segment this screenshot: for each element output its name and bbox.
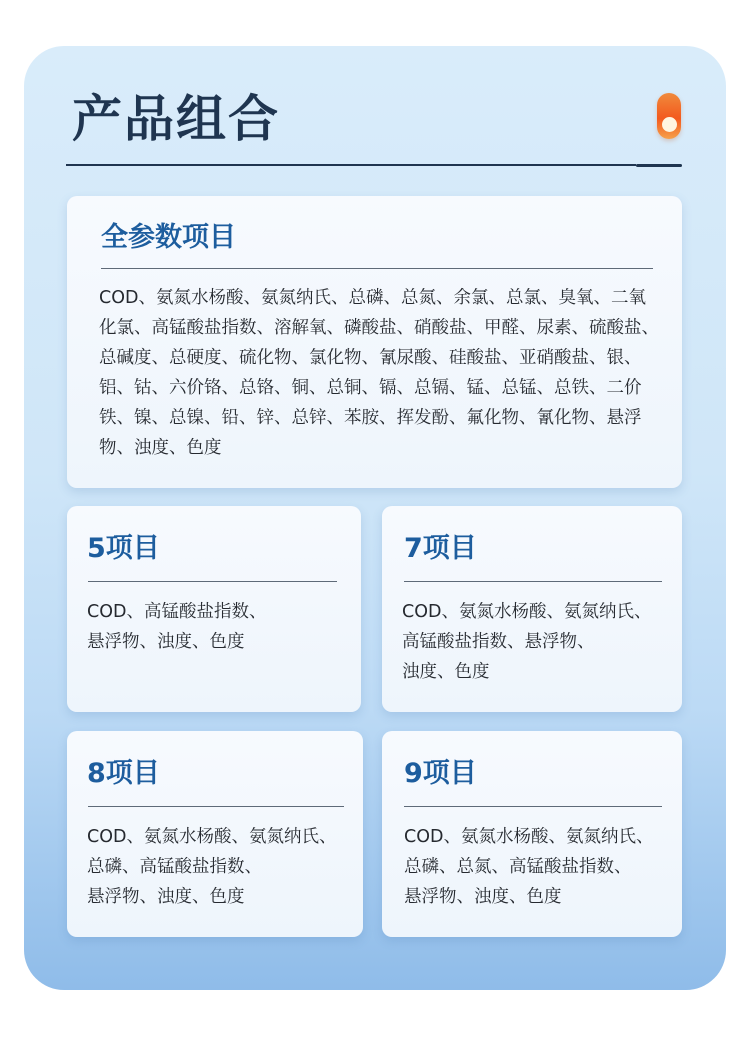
page-title: 产品组合 — [72, 90, 280, 148]
orange-pill-icon — [657, 93, 681, 139]
card-7-line: 高锰酸盐指数、悬浮物、 — [402, 632, 595, 652]
card-9-text — [404, 822, 653, 912]
card-9-line: 总磷、总氮、高锰酸盐指数、 — [404, 857, 632, 877]
card-5-text — [87, 597, 266, 657]
card-8-divider — [88, 806, 344, 807]
card-5-line: 悬浮物、浊度、色度 — [87, 632, 245, 652]
pill-dot-icon — [662, 117, 677, 132]
card-full-text: COD、氨氮水杨酸、氨氮纳氏、总磷、总氮、余氯、总氯、臭氧、二氧化氯、高锰酸盐指数、溶解氧、磷酸盐、硝酸盐、甲醛、尿素、硫酸盐、总碱度、总硬度、硫化物、氯化物、氰尿酸、硅酸盐、亚硝酸盐、银、铝、钴、六价铬、总铬、铜、总铜、镉、总镉、锰、总锰、总铁、二价铁、镍、总镍、铅、锌、总锌、苯胺、挥发酚、氟化物、氰化物、悬浮物、浊度、色度 — [99, 288, 659, 458]
card-5-divider — [88, 581, 337, 582]
card-8-line: 悬浮物、浊度、色度 — [87, 887, 245, 907]
card-8-title: 8项目 — [87, 758, 160, 789]
title-divider — [66, 164, 636, 166]
card-7-line: 浊度、色度 — [402, 662, 490, 682]
card-5-title: 5项目 — [87, 533, 160, 564]
card-9-line: COD、氨氮水杨酸、氨氮纳氏、 — [404, 827, 654, 847]
card-7-divider — [404, 581, 662, 582]
title-divider-accent — [636, 164, 682, 167]
card-7-line: COD、氨氮水杨酸、氨氮纳氏、 — [402, 602, 652, 622]
card-7-text — [402, 597, 651, 687]
card-8-text — [87, 822, 336, 912]
card-7-title: 7项目 — [404, 533, 477, 564]
card-5-line: COD、高锰酸盐指数、 — [87, 602, 267, 622]
card-8-line: 总磷、高锰酸盐指数、 — [87, 857, 262, 877]
card-full-divider — [101, 268, 653, 269]
card-9-title: 9项目 — [404, 758, 477, 789]
card-8-line: COD、氨氮水杨酸、氨氮纳氏、 — [87, 827, 337, 847]
card-full-title: 全参数项目 — [101, 222, 236, 253]
card-9-divider — [404, 806, 662, 807]
card-9-line: 悬浮物、浊度、色度 — [404, 887, 562, 907]
